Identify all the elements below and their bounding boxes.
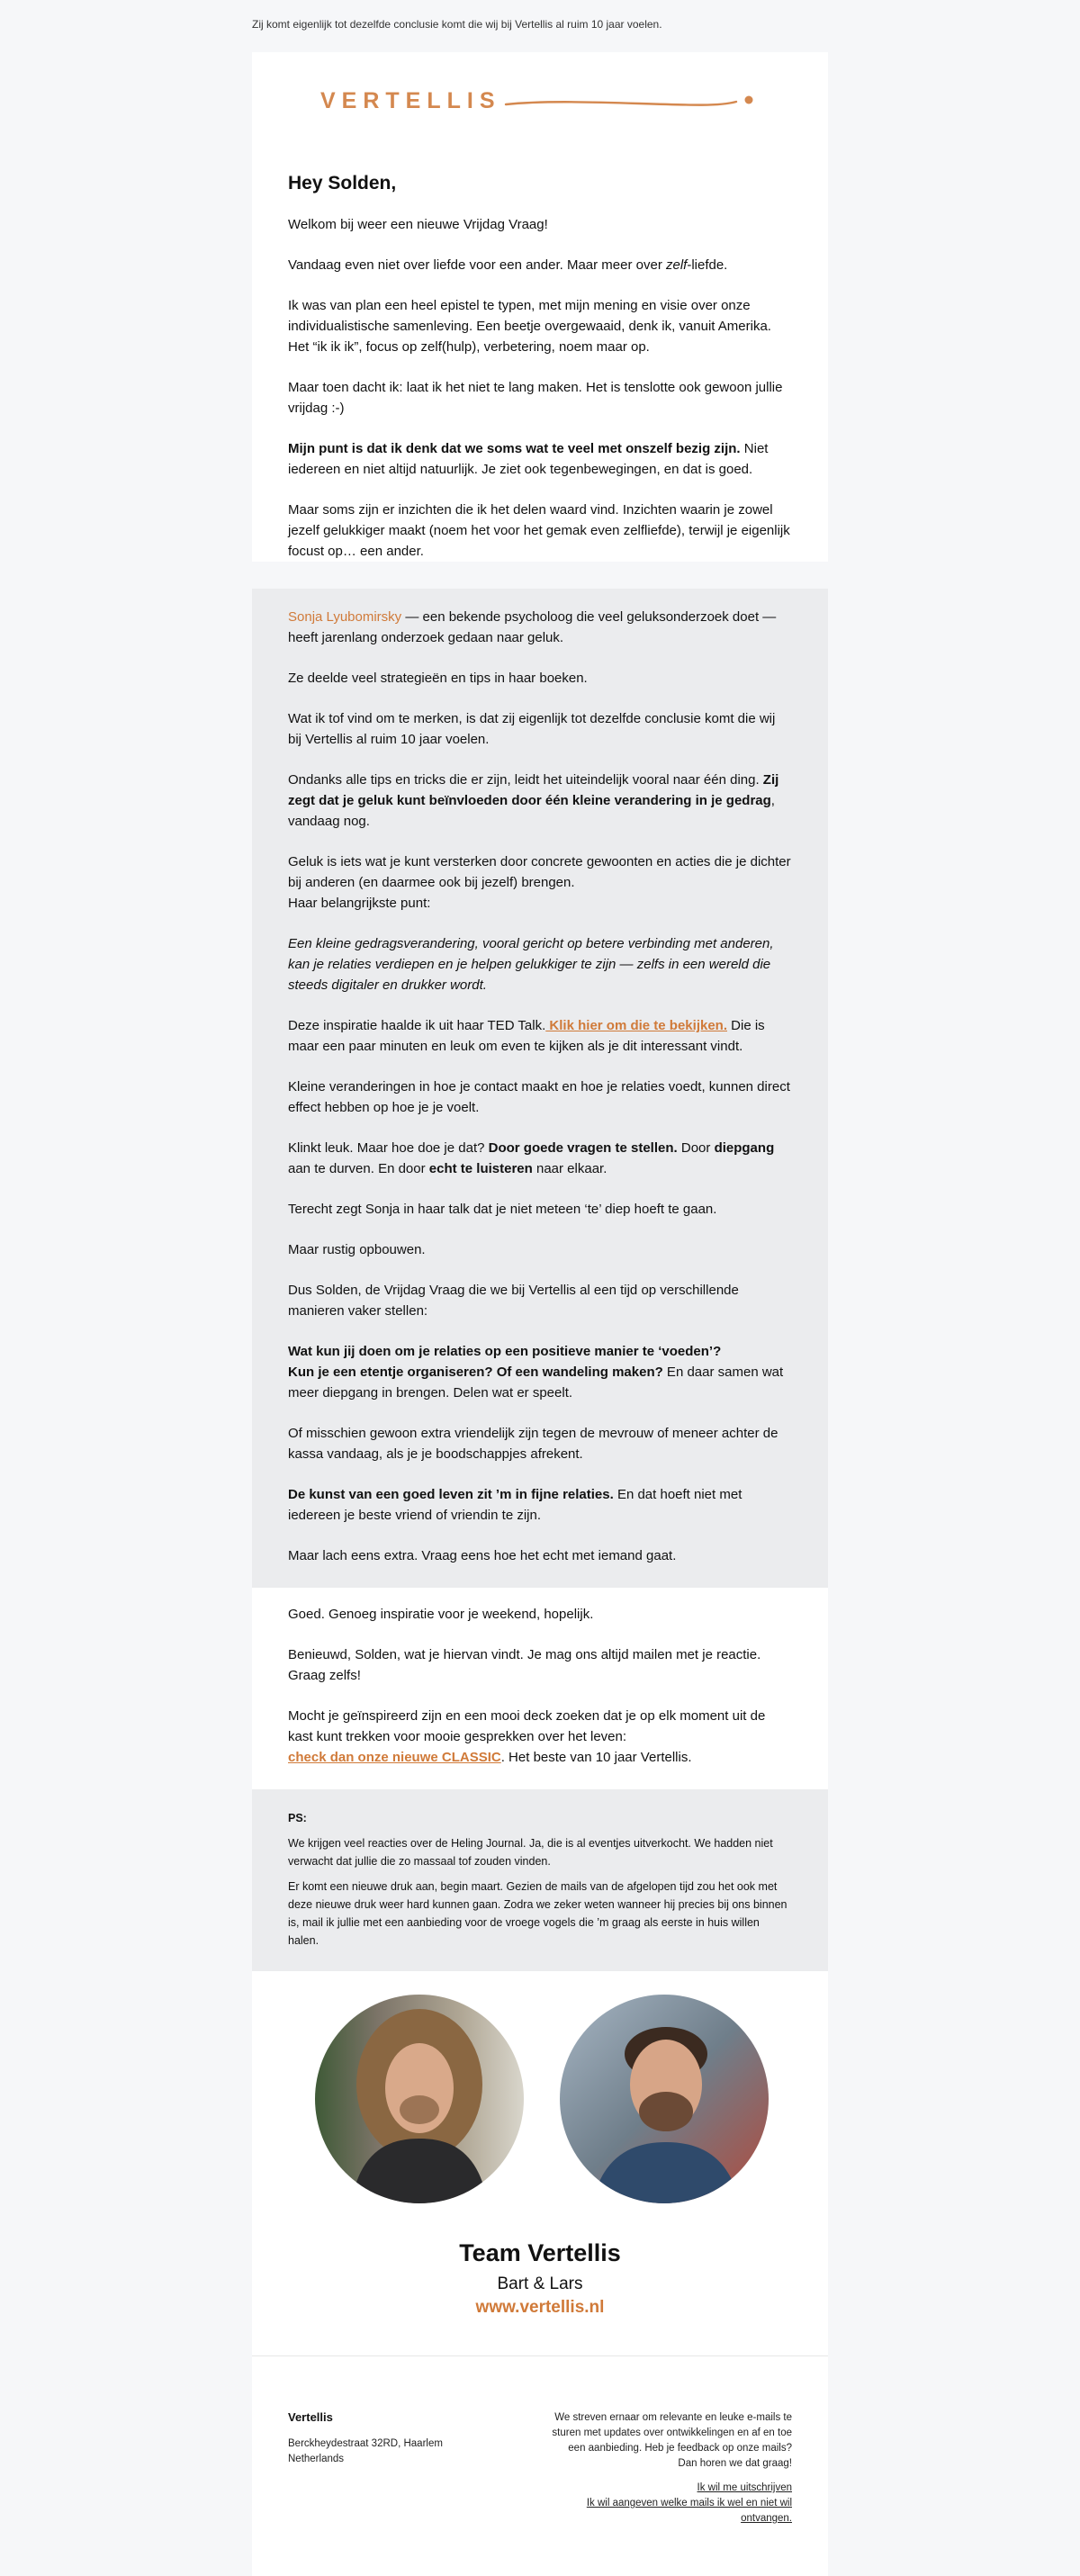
- content-paragraph: [288, 1015, 792, 1057]
- website-link[interactable]: www.vertellis.nl: [475, 2298, 605, 2317]
- bold-text: diepgang: [714, 1140, 775, 1156]
- closing-section: [252, 1588, 828, 1789]
- text-span: En dat hoeft niet met iedereen je beste vriend of vriendin te zijn.: [288, 1487, 742, 1523]
- text-span: — een bekende psycholoog die veel geluksonderzoek doet — heeft jarenlang onderzoek gedaan naar geluk.: [288, 609, 777, 645]
- logo-header: [252, 52, 828, 153]
- avatar: [560, 1995, 769, 2203]
- unsubscribe-link[interactable]: Ik wil me uitschrijven: [697, 2482, 792, 2493]
- content-paragraph: [288, 1484, 792, 1526]
- bold-text: echt te luisteren: [428, 1161, 533, 1176]
- text-span: Door: [677, 1140, 715, 1156]
- ted-talk-link[interactable]: Klik hier om die te bekijken.: [545, 1018, 727, 1033]
- bold-text: De kunst van een goed leven zit ’m in fijne relaties.: [288, 1487, 614, 1502]
- intro-paragraph: [288, 438, 792, 480]
- ps-section: [252, 1789, 828, 1971]
- content-paragraph: Benieuwd, Solden, wat je hiervan vindt. Je mag ons altijd mailen met je reactie. Graag zelfs!: [288, 1647, 761, 1683]
- text-span: Klinkt leuk. Maar hoe doe je dat?: [288, 1140, 489, 1156]
- text-span: . Het beste van 10 jaar Vertellis.: [500, 1750, 692, 1765]
- footer-address: [288, 2436, 504, 2467]
- preheader-text: Zij komt eigenlijk tot dezelfde conclusie komt die wij bij Vertellis al ruim 10 jaar voelen.: [252, 18, 662, 31]
- text-span: En daar samen wat meer diepgang in brengen. Delen wat er speelt.: [288, 1365, 784, 1401]
- text-span: Die is maar een paar minuten en leuk om even te kijken als je dit interessant vindt.: [288, 1018, 765, 1054]
- vertellis-logo[interactable]: VERTELLIS: [320, 88, 501, 113]
- content-paragraph: Ze deelde veel strategieën en tips in haar boeken.: [288, 671, 588, 686]
- email-top-section: [252, 52, 828, 562]
- footer-info-block: [549, 2410, 792, 2526]
- team-names: Bart & Lars: [497, 2274, 583, 2293]
- content-paragraph: Maar rustig opbouwen.: [288, 1242, 426, 1257]
- text-span: naar elkaar.: [532, 1161, 608, 1176]
- text-span: Haar belangrijkste punt:: [288, 896, 431, 911]
- content-paragraph: [288, 607, 792, 648]
- bold-text: Zij zegt dat je geluk kunt beïnvloeden door één kleine verandering in je gedrag: [288, 772, 779, 808]
- ps-paragraph: Er komt een nieuwe druk aan, begin maart. Gezien de mails van de afgelopen tijd zou het ook met deze nieuwe druk weer hard kunnen gaan. Zodra we zeker weten wanneer hij precies bij ons binnen is, mail ik jullie met een aanbieding voor de vroege vogels die ’m graag als eerste in huis willen halen.: [288, 1880, 788, 1947]
- content-paragraph: [288, 851, 792, 914]
- bold-text: Door goede vragen te stellen.: [488, 1140, 678, 1156]
- content-paragraph: Kleine veranderingen in hoe je contact maakt en hoe je relaties voedt, kunnen direct effect hebben op hoe je je voelt.: [288, 1079, 790, 1115]
- intro-body: [252, 153, 828, 562]
- content-paragraph: [288, 1706, 792, 1768]
- footer: [252, 2355, 828, 2576]
- content-paragraph: Maar lach eens extra. Vraag eens hoe het echt met iemand gaat.: [288, 1548, 677, 1563]
- team-title: Team Vertellis: [459, 2239, 621, 2266]
- avatar: [315, 1995, 524, 2203]
- text-span: Ondanks alle tips en tricks die er zijn, leidt het uiteindelijk vooral naar één ding.: [288, 772, 763, 788]
- content-paragraph: Goed. Genoeg inspiratie voor je weekend, hopelijk.: [288, 1607, 594, 1622]
- classic-deck-link[interactable]: check dan onze nieuwe CLASSIC: [288, 1750, 501, 1765]
- sonja-link[interactable]: Sonja Lyubomirsky: [288, 609, 402, 625]
- ps-label: PS:: [288, 1812, 307, 1824]
- content-paragraph: Of misschien gewoon extra vriendelijk zijn tegen de mevrouw of meneer achter de kassa vandaag, als je je boodschappjes afrekent.: [288, 1426, 778, 1462]
- footer-text: We streven ernaar om relevante en leuke e-mails te sturen met updates over ontwikkelingen en af en toe een aanbieding. Heb je feedback op onze mails? Dan horen we dat graag!: [552, 2412, 792, 2469]
- intro-paragraph: Maar soms zijn er inzichten die ik het delen waard vind. Inzichten waarin je zowel jezelf gelukkiger maakt (noem het voor het gemak even zelfliefde), terwijl je eigenlijk focust op… een ander.: [288, 502, 790, 559]
- ps-paragraph: We krijgen veel reacties over de Heling Journal. Ja, die is al eventjes uitverkocht. We hadden niet verwacht dat jullie die zo massaal tof zouden vinden.: [288, 1837, 773, 1868]
- team-avatars: [252, 1995, 828, 2203]
- content-paragraph: Terecht zegt Sonja in haar talk dat je niet meteen ‘te’ diep hoeft te gaan.: [288, 1202, 717, 1217]
- bold-text: Mijn punt is dat ik denk dat we soms wat te veel met onszelf bezig zijn.: [288, 441, 741, 456]
- address-line: Netherlands: [288, 2454, 345, 2464]
- bold-text: Wat kun jij doen om je relaties op een positieve manier te ‘voeden’?: [288, 1344, 722, 1359]
- content-paragraph: Wat ik tof vind om te merken, is dat zij eigenlijk tot dezelfde conclusie komt die wij bij Vertellis al ruim 10 jaar voelen.: [288, 711, 776, 747]
- content-paragraph: [288, 1341, 792, 1403]
- team-section: [252, 1971, 828, 2355]
- gray-content-section: [252, 589, 828, 1588]
- intro-paragraph: Welkom bij weer een nieuwe Vrijdag Vraag!: [288, 217, 548, 232]
- greeting-heading: Hey Solden,: [288, 173, 397, 194]
- text-span: , vandaag nog.: [288, 793, 775, 829]
- quote-paragraph: [288, 933, 792, 995]
- logo-swoosh-icon: [504, 90, 756, 117]
- intro-paragraph: Ik was van plan een heel epistel te typen, met mijn mening en visie over onze individualistische samenleving. Een beetje overgewaaid, denk ik, vanuit Amerika. Het “ik ik ik”, focus op zelf(hulp), verbetering, noem maar op.: [288, 298, 771, 355]
- intro-paragraph: Maar toen dacht ik: laat ik het niet te lang maken. Het is tenslotte ook gewoon jullie vrijdag :-): [288, 380, 783, 416]
- person-bart-photo-icon: [315, 1995, 524, 2203]
- content-paragraph: [288, 770, 792, 832]
- footer-company: Vertellis: [288, 2410, 333, 2424]
- person-lars-photo-icon: [560, 1995, 769, 2203]
- text-span: Geluk is iets wat je kunt versterken door concrete gewoonten en acties die je dichter bij anderen (en daarmee ook bij jezelf) brengen.: [288, 854, 791, 890]
- emphasis-text: zelf: [665, 257, 688, 273]
- content-paragraph: Dus Solden, de Vrijdag Vraag die we bij Vertellis al een tijd op verschillende manieren vaker stellen:: [288, 1283, 739, 1319]
- manage-preferences-link[interactable]: Ik wil aangeven welke mails ik wel en niet wil ontvangen.: [586, 2498, 792, 2524]
- text-span: Mocht je geïnspireerd zijn en een mooi deck zoeken dat je op elk moment uit de kast kunt trekken voor mooie gesprekken over het leven:: [288, 1708, 766, 1744]
- text-span: aan te durven. En door: [288, 1161, 429, 1176]
- footer-address-block: [288, 2410, 504, 2467]
- text-span: Deze inspiratie haalde ik uit haar TED Talk.: [288, 1018, 546, 1033]
- intro-paragraph: [288, 255, 792, 275]
- email-container: [252, 52, 828, 2576]
- address-line: Berckheydestraat 32RD, Haarlem: [288, 2438, 443, 2449]
- text-span: Niet iedereen en niet altijd natuurlijk. Je ziet ook tegenbewegingen, en dat is goed.: [288, 441, 769, 477]
- text-span: -liefde.: [687, 257, 728, 273]
- quote-text: Een kleine gedragsverandering, vooral gericht op betere verbinding met anderen, kan je relaties verdiepen en je helpen gelukkiger te zijn — zelfs in een wereld die steeds digitaler en drukker wordt.: [288, 936, 774, 993]
- content-paragraph: [288, 1138, 792, 1179]
- bold-text: Kun je een etentje organiseren? Of een wandeling maken?: [288, 1365, 663, 1380]
- text-span: Vandaag even niet over liefde voor een ander. Maar meer over: [288, 257, 666, 273]
